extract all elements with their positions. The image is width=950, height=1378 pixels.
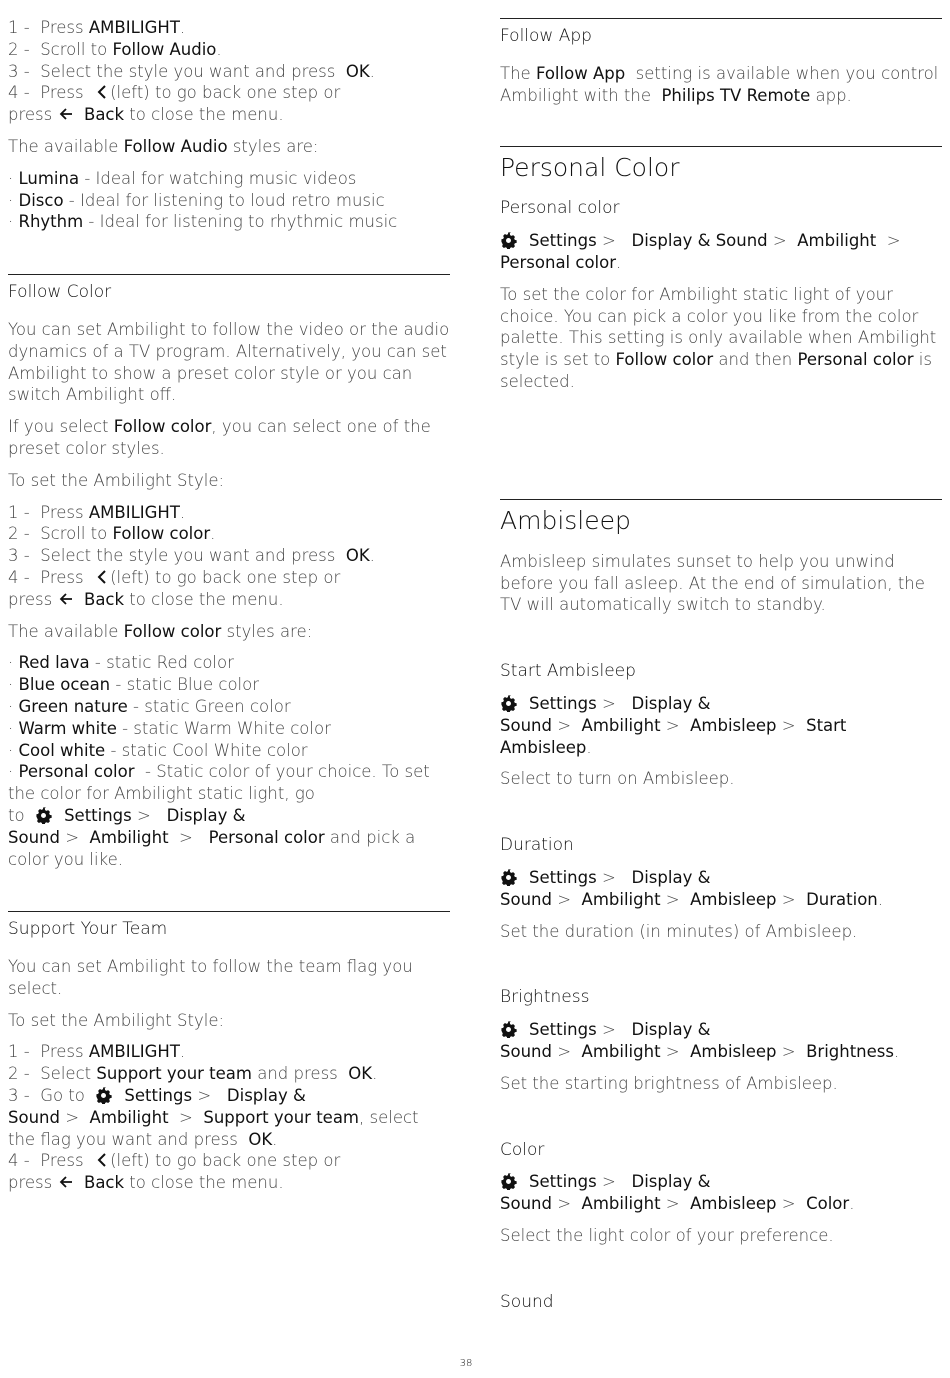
- follow-color-intro: You can set Ambilight to follow the video or the audio dynamics of a TV program. Alternatively, you can set Ambilight to show a preset color style or you can switch Ambilight off.: [8, 319, 450, 405]
- follow-app-text: The Follow App setting is available when you control Ambilight with the Philips TV Remote app.: [500, 63, 939, 105]
- list-item: · Rhythm - Ideal for listening to rhythmic music: [8, 212, 398, 232]
- ambisleep-intro: Ambisleep simulates sunset to help you unwind before you fall asleep. At the end of simulation, the TV will automatically switch to standby.: [500, 551, 925, 615]
- gear-icon: [500, 1173, 517, 1190]
- follow-audio-intro: The available Follow Audio styles are:: [8, 136, 319, 156]
- settings-path: Settings > Display &: [500, 693, 942, 715]
- list-item: · Warm white - static Warm White color: [8, 718, 331, 738]
- step-1: 1 - Press AMBILIGHT.: [8, 502, 186, 522]
- to-set-style: To set the Ambilight Style:: [8, 1010, 225, 1030]
- step-3: 3 - Go to Settings > Display &: [8, 1086, 306, 1106]
- step-2: 2 - Scroll to Follow color.: [8, 524, 216, 544]
- list-item: · Cool white - static Cool White color: [8, 740, 308, 760]
- settings-path-cont: Personal color.: [500, 252, 622, 272]
- gear-icon: [95, 1087, 112, 1104]
- subheading-personal-color: Personal color: [500, 198, 620, 219]
- step-back-line: press Back to close the menu.: [8, 1173, 284, 1193]
- section-title-personal-color: Personal Color: [500, 153, 680, 183]
- follow-audio-steps: [8, 17, 450, 104]
- step-back-line: press Back to close the menu.: [8, 589, 284, 609]
- description: Set the duration (in minutes) of Ambisleep.: [500, 921, 858, 941]
- back-arrow-icon: [58, 106, 74, 122]
- step-2: 2 - Scroll to Follow Audio.: [8, 39, 222, 59]
- ambisleep-item: [500, 942, 942, 1094]
- list-item: · Red lava - static Red color: [8, 653, 234, 673]
- gear-icon: [500, 232, 517, 249]
- step-3: 3 - Select the style you want and press OK.: [8, 61, 375, 81]
- step-back-line: press Back to close the menu.: [8, 105, 284, 125]
- subheading: Duration: [500, 835, 574, 856]
- gear-icon: [35, 807, 52, 824]
- ambisleep-items: [500, 616, 942, 1247]
- ambisleep-item: [500, 1095, 942, 1247]
- step-2: 2 - Select Support your team and press OK.: [8, 1064, 378, 1084]
- section-heading-support-your-team: Support Your Team: [8, 919, 168, 940]
- ambisleep-item: [500, 790, 942, 942]
- settings-path: to Settings > Display &: [8, 805, 246, 825]
- settings-path: Settings > Display &: [500, 1171, 942, 1193]
- personal-color-text: To set the color for Ambilight static light of your choice. You can pick a color you like from the color palette. This setting is only available when Ambilight style is set to Follow color and then Personal color is selected.: [500, 284, 937, 391]
- description: Select the light color of your preference.: [500, 1225, 834, 1245]
- settings-path-cont: Sound > Ambilight > Ambisleep > Brightness.: [500, 1041, 900, 1061]
- section-heading-follow-color: Follow Color: [8, 282, 112, 303]
- support-intro: You can set Ambilight to follow the team flag you select.: [8, 957, 413, 998]
- step-4: 4 - Press (left) to go back one step or: [8, 83, 341, 103]
- gear-icon: [500, 1021, 517, 1038]
- settings-path-cont: Sound > Ambilight > Ambisleep > Color.: [500, 1194, 855, 1214]
- right-column: [500, 0, 942, 1314]
- step-4: 4 - Press (left) to go back one step or: [8, 1151, 341, 1171]
- settings-path-cont: Sound > Ambilight > Personal color and pick a color you like.: [8, 827, 416, 869]
- section-heading-follow-app: Follow App: [500, 26, 592, 46]
- list-item: · Disco - Ideal for listening to loud retro music: [8, 190, 385, 210]
- settings-path-cont: Sound > Ambilight > Ambisleep > Start Ambisleep.: [500, 715, 847, 757]
- list-item: · Lumina - Ideal for watching music videos: [8, 168, 357, 188]
- settings-path-cont: Sound > Ambilight > Ambisleep > Duration.: [500, 889, 884, 909]
- section-title-ambisleep: Ambisleep: [500, 505, 631, 535]
- follow-color-steps: [8, 502, 450, 589]
- subheading: Brightness: [500, 987, 590, 1008]
- left-column: [8, 0, 450, 1194]
- step-1: 1 - Press AMBILIGHT.: [8, 18, 186, 37]
- gear-icon: [500, 695, 517, 712]
- settings-path: Settings > Display &: [500, 867, 942, 889]
- description: Set the starting brightness of Ambisleep.: [500, 1073, 838, 1093]
- chevron-left-icon: [94, 569, 110, 585]
- step-1: 1 - Press AMBILIGHT.: [8, 1042, 186, 1062]
- step-3: 3 - Select the style you want and press OK.: [8, 546, 375, 566]
- back-arrow-icon: [58, 1174, 74, 1190]
- subheading: Start Ambisleep: [500, 661, 636, 682]
- ambisleep-item: [500, 616, 942, 790]
- settings-path: Settings > Display &: [500, 1019, 942, 1041]
- step-4: 4 - Press (left) to go back one step or: [8, 567, 341, 587]
- list-item-personal-color: · Personal color - Static color of your choice. To set the color for Ambilight static light, go: [8, 762, 430, 804]
- page-number: 38: [459, 1358, 473, 1369]
- step-3-cont: Sound > Ambilight > Support your team, select the flag you want and press OK.: [8, 1107, 419, 1149]
- back-arrow-icon: [58, 591, 74, 607]
- chevron-left-icon: [94, 84, 110, 100]
- follow-color-select: If you select Follow color, you can select one of the preset color styles.: [8, 417, 431, 458]
- list-item: · Green nature - static Green color: [8, 696, 291, 716]
- follow-color-styles: [8, 652, 450, 761]
- gear-icon: [500, 869, 517, 886]
- description: Select to turn on Ambisleep.: [500, 769, 735, 789]
- to-set-style: To set the Ambilight Style:: [8, 470, 225, 490]
- subheading-sound: Sound: [500, 1291, 554, 1312]
- list-item: · Blue ocean - static Blue color: [8, 675, 260, 695]
- follow-audio-styles: [8, 168, 450, 233]
- chevron-left-icon: [94, 1152, 110, 1168]
- settings-path: Settings > Display & Sound > Ambilight >: [500, 230, 942, 252]
- follow-color-avail: The available Follow color styles are:: [8, 621, 313, 641]
- subheading: Color: [500, 1139, 545, 1160]
